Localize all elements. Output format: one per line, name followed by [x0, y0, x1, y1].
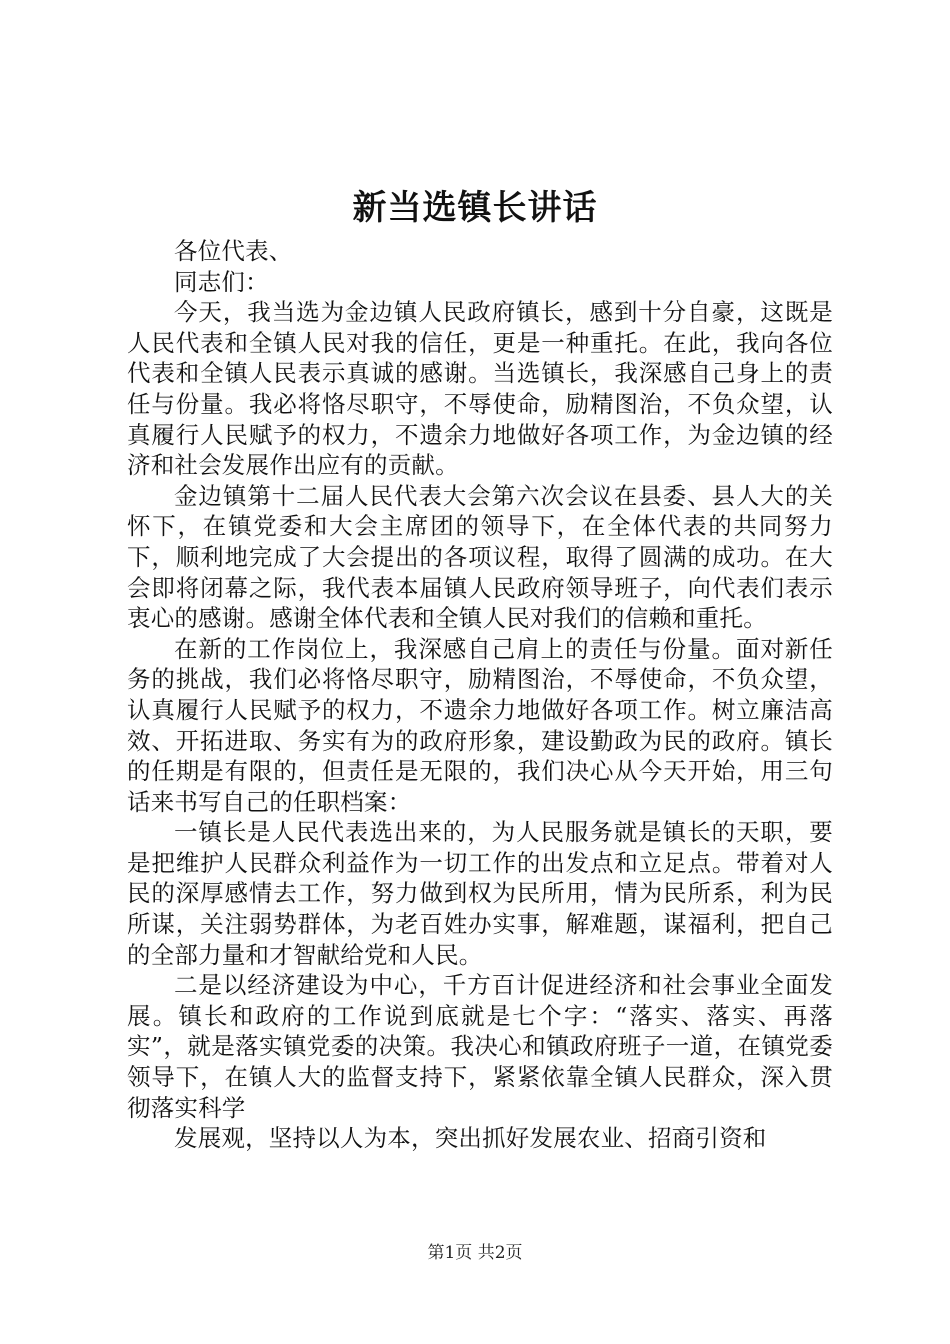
- body-paragraph-6: 发展观，坚持以人为本，突出抓好发展农业、招商引资和: [174, 1124, 767, 1153]
- salutation-line-1: 各位代表、: [174, 237, 293, 265]
- body-paragraph-3: 在新的工作岗位上，我深感自己肩上的责任与份量。面对新任务的挑战，我们必将恪尽职守，励精图治，不辱使命，不负众望，认真履行人民赋予的权力，不遗余力地做好各项工作。树立廉洁高效、开拓进取、务实有为的政府形象，建设勤政为民的政府。镇长的任期是有限的，但责任是无限的，我们决心从今天开始，用三句话来书写自己的任职档案：: [127, 634, 833, 816]
- document-title: 新当选镇长讲话: [352, 188, 598, 228]
- page-footer: 第1页 共2页: [427, 1243, 523, 1263]
- body-paragraph-5: 二是以经济建设为中心，千方百计促进经济和社会事业全面发展。镇长和政府的工作说到底就是七个字：“落实、落实、再落实”，就是落实镇党委的决策。我决心和镇政府班子一道，在镇党委领导下，在镇人大的监督支持下，紧紧依靠全镇人民群众，深入贯彻落实科学: [127, 971, 833, 1122]
- salutation-line-2: 同志们：: [174, 267, 269, 296]
- document-body: [127, 236, 833, 1154]
- body-paragraph-4: 一镇长是人民代表选出来的，为人民服务就是镇长的天职，要是把维护人民群众利益作为一切工作的出发点和立足点。带着对人民的深厚感情去工作，努力做到权为民所用，情为民所系，利为民所谋，关注弱势群体，为老百姓办实事，解难题，谋福利，把自己的全部力量和才智献给党和人民。: [127, 818, 833, 969]
- body-paragraph-1: 今天，我当选为金边镇人民政府镇长，感到十分自豪，这既是人民代表和全镇人民对我的信任，更是一种重托。在此，我向各位代表和全镇人民表示真诚的感谢。当选镇长，我深感自己身上的责任与份量。我必将恪尽职守，不辱使命，励精图治，不负众望，认真履行人民赋予的权力，不遗余力地做好各项工作，为金边镇的经济和社会发展作出应有的贡献。: [127, 298, 833, 480]
- body-paragraph-2: 金边镇第十二届人民代表大会第六次会议在县委、县人大的关怀下，在镇党委和大会主席团的领导下，在全体代表的共同努力下，顺利地完成了大会提出的各项议程，取得了圆满的成功。在大会即将闭幕之际，我代表本届镇人民政府领导班子，向代表们表示衷心的感谢。感谢全体代表和全镇人民对我们的信赖和重托。: [127, 481, 833, 633]
